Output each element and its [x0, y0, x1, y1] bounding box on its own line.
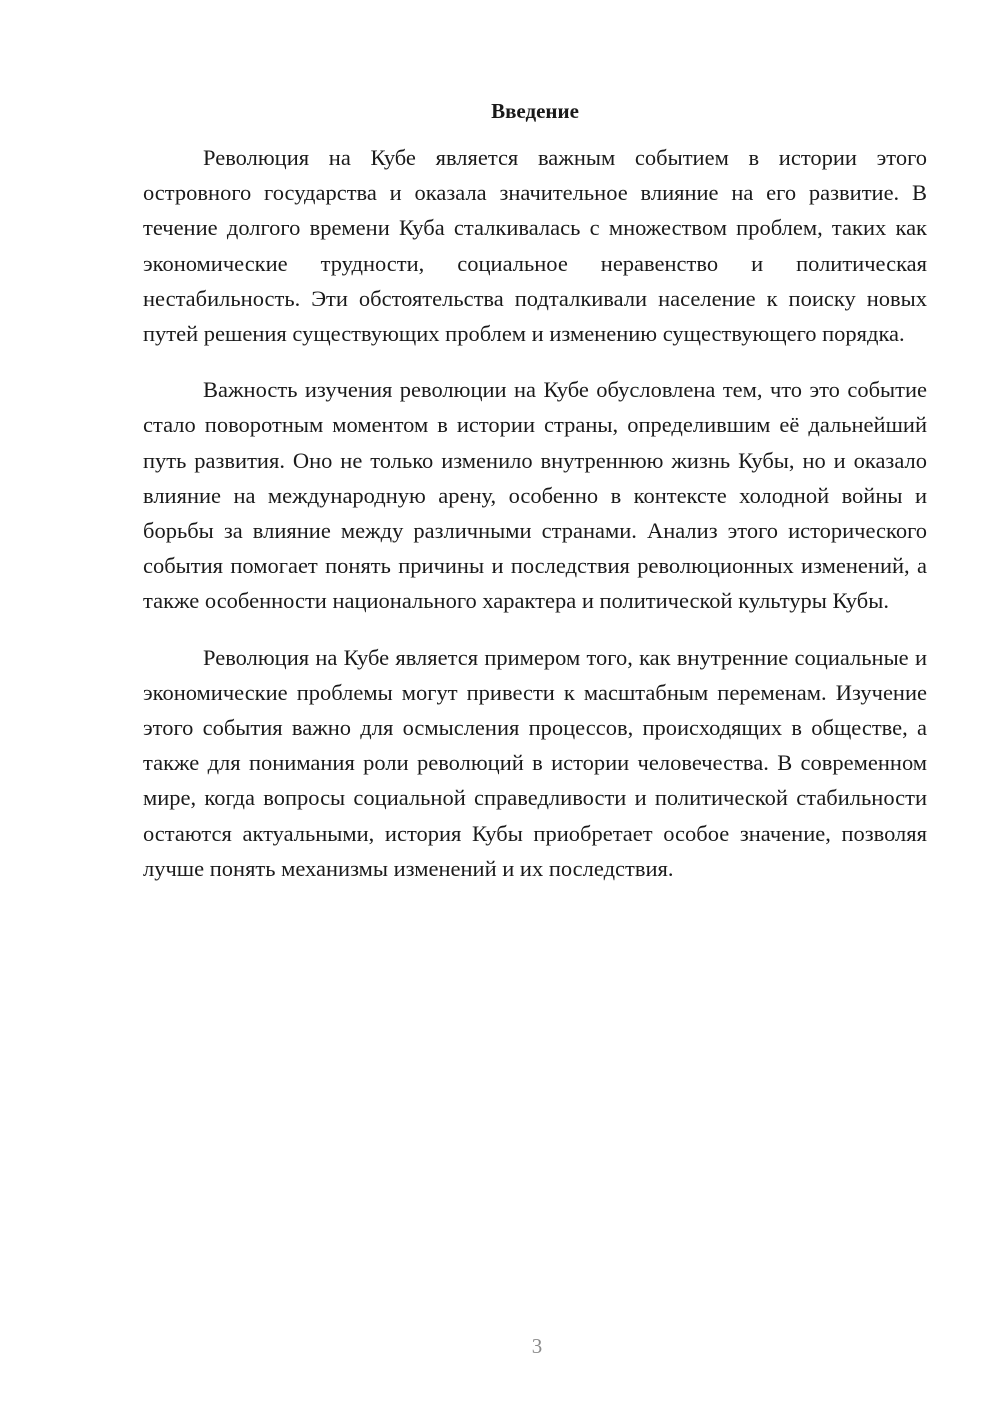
page-number: 3 [531, 1334, 543, 1358]
section-heading: Введение [491, 99, 579, 123]
paragraph-2: Важность изучения революции на Кубе обусловлена тем, что это событие стало поворотным моментом в истории страны, определившим её дальнейший путь развития. Оно не только изменило внутреннюю жизнь Кубы, но и оказало влияние на международную арену, особенно в контексте холодной войны и борьбы за влияние между различными странами. Анализ этого исторического события помогает понять причины и последствия революционных изменений, а также особенности национального характера и политической культуры Кубы. [143, 377, 927, 614]
paragraph-1: Революция на Кубе является важным событием в истории этого островного государства и оказала значительное влияние на его развитие. В течение долгого времени Куба сталкивалась с множеством проблем, таких как экономические трудности, социальное неравенство и политическая нестабильность. Эти обстоятельства подталкивали население к поиску новых путей решения существующих проблем и изменению существующего порядка. [143, 145, 927, 347]
page-content [143, 94, 927, 907]
paragraph-3: Революция на Кубе является примером того, как внутренние социальные и экономические проблемы могут привести к масштабным переменам. Изучение этого события важно для осмысления процессов, происходящих в обществе, а также для понимания роли революций в истории человечества. В современном мире, когда вопросы социальной справедливости и политической стабильности остаются актуальными, история Кубы приобретает особое значение, позволяя лучше понять механизмы изменений и их последствия. [143, 644, 927, 881]
